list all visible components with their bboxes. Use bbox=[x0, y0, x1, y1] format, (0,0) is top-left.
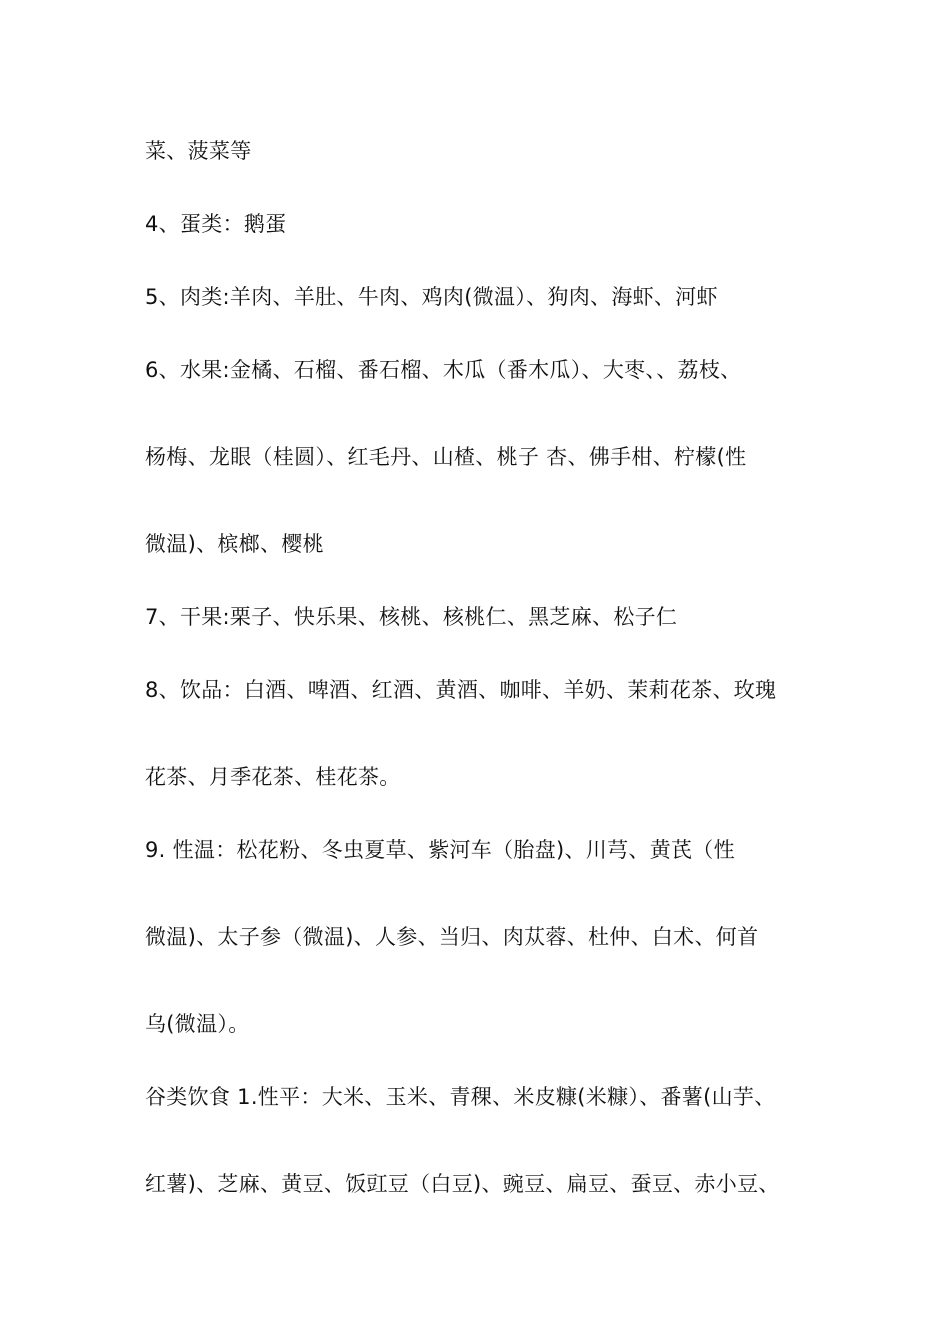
text-line: 杨梅、龙眼（桂圆）、红毛丹、山楂、桃子 杏、佛手柑、柠檬(性 bbox=[145, 445, 747, 469]
text-line: 菜、菠菜等 bbox=[145, 139, 252, 163]
text-line: 红薯)、芝麻、黄豆、饭豇豆（白豆)、豌豆、扁豆、蚕豆、赤小豆、 bbox=[145, 1172, 780, 1196]
text-line: 花茶、月季花茶、桂花茶。 bbox=[145, 765, 401, 789]
text-line: 微温)、太子参（微温)、人参、当归、肉苁蓉、杜仲、白术、何首 bbox=[145, 925, 759, 949]
text-line: 5、肉类:羊肉、羊肚、牛肉、鸡肉(微温）、狗肉、海虾、河虾 bbox=[145, 285, 718, 309]
text-line: 7、干果:栗子、快乐果、核桃、核桃仁、黑芝麻、松子仁 bbox=[145, 605, 678, 629]
text-line: 微温)、槟榔、樱桃 bbox=[145, 532, 324, 556]
text-line: 9. 性温：松花粉、冬虫夏草、紫河车（胎盘)、川芎、黄芪（性 bbox=[145, 838, 735, 862]
text-line: 8、饮品：白酒、啤酒、红酒、黄酒、咖啡、羊奶、茉莉花茶、玫瑰 bbox=[145, 678, 777, 702]
text-line: 乌(微温）。 bbox=[145, 1012, 250, 1036]
text-line: 4、蛋类：鹅蛋 bbox=[145, 212, 287, 236]
text-line: 谷类饮食 1.性平：大米、玉米、青稞、米皮糠(米糠）、番薯(山芋、 bbox=[145, 1085, 776, 1109]
text-line: 6、水果:金橘、石榴、番石榴、木瓜（番木瓜）、大枣、、荔枝、 bbox=[145, 358, 742, 382]
